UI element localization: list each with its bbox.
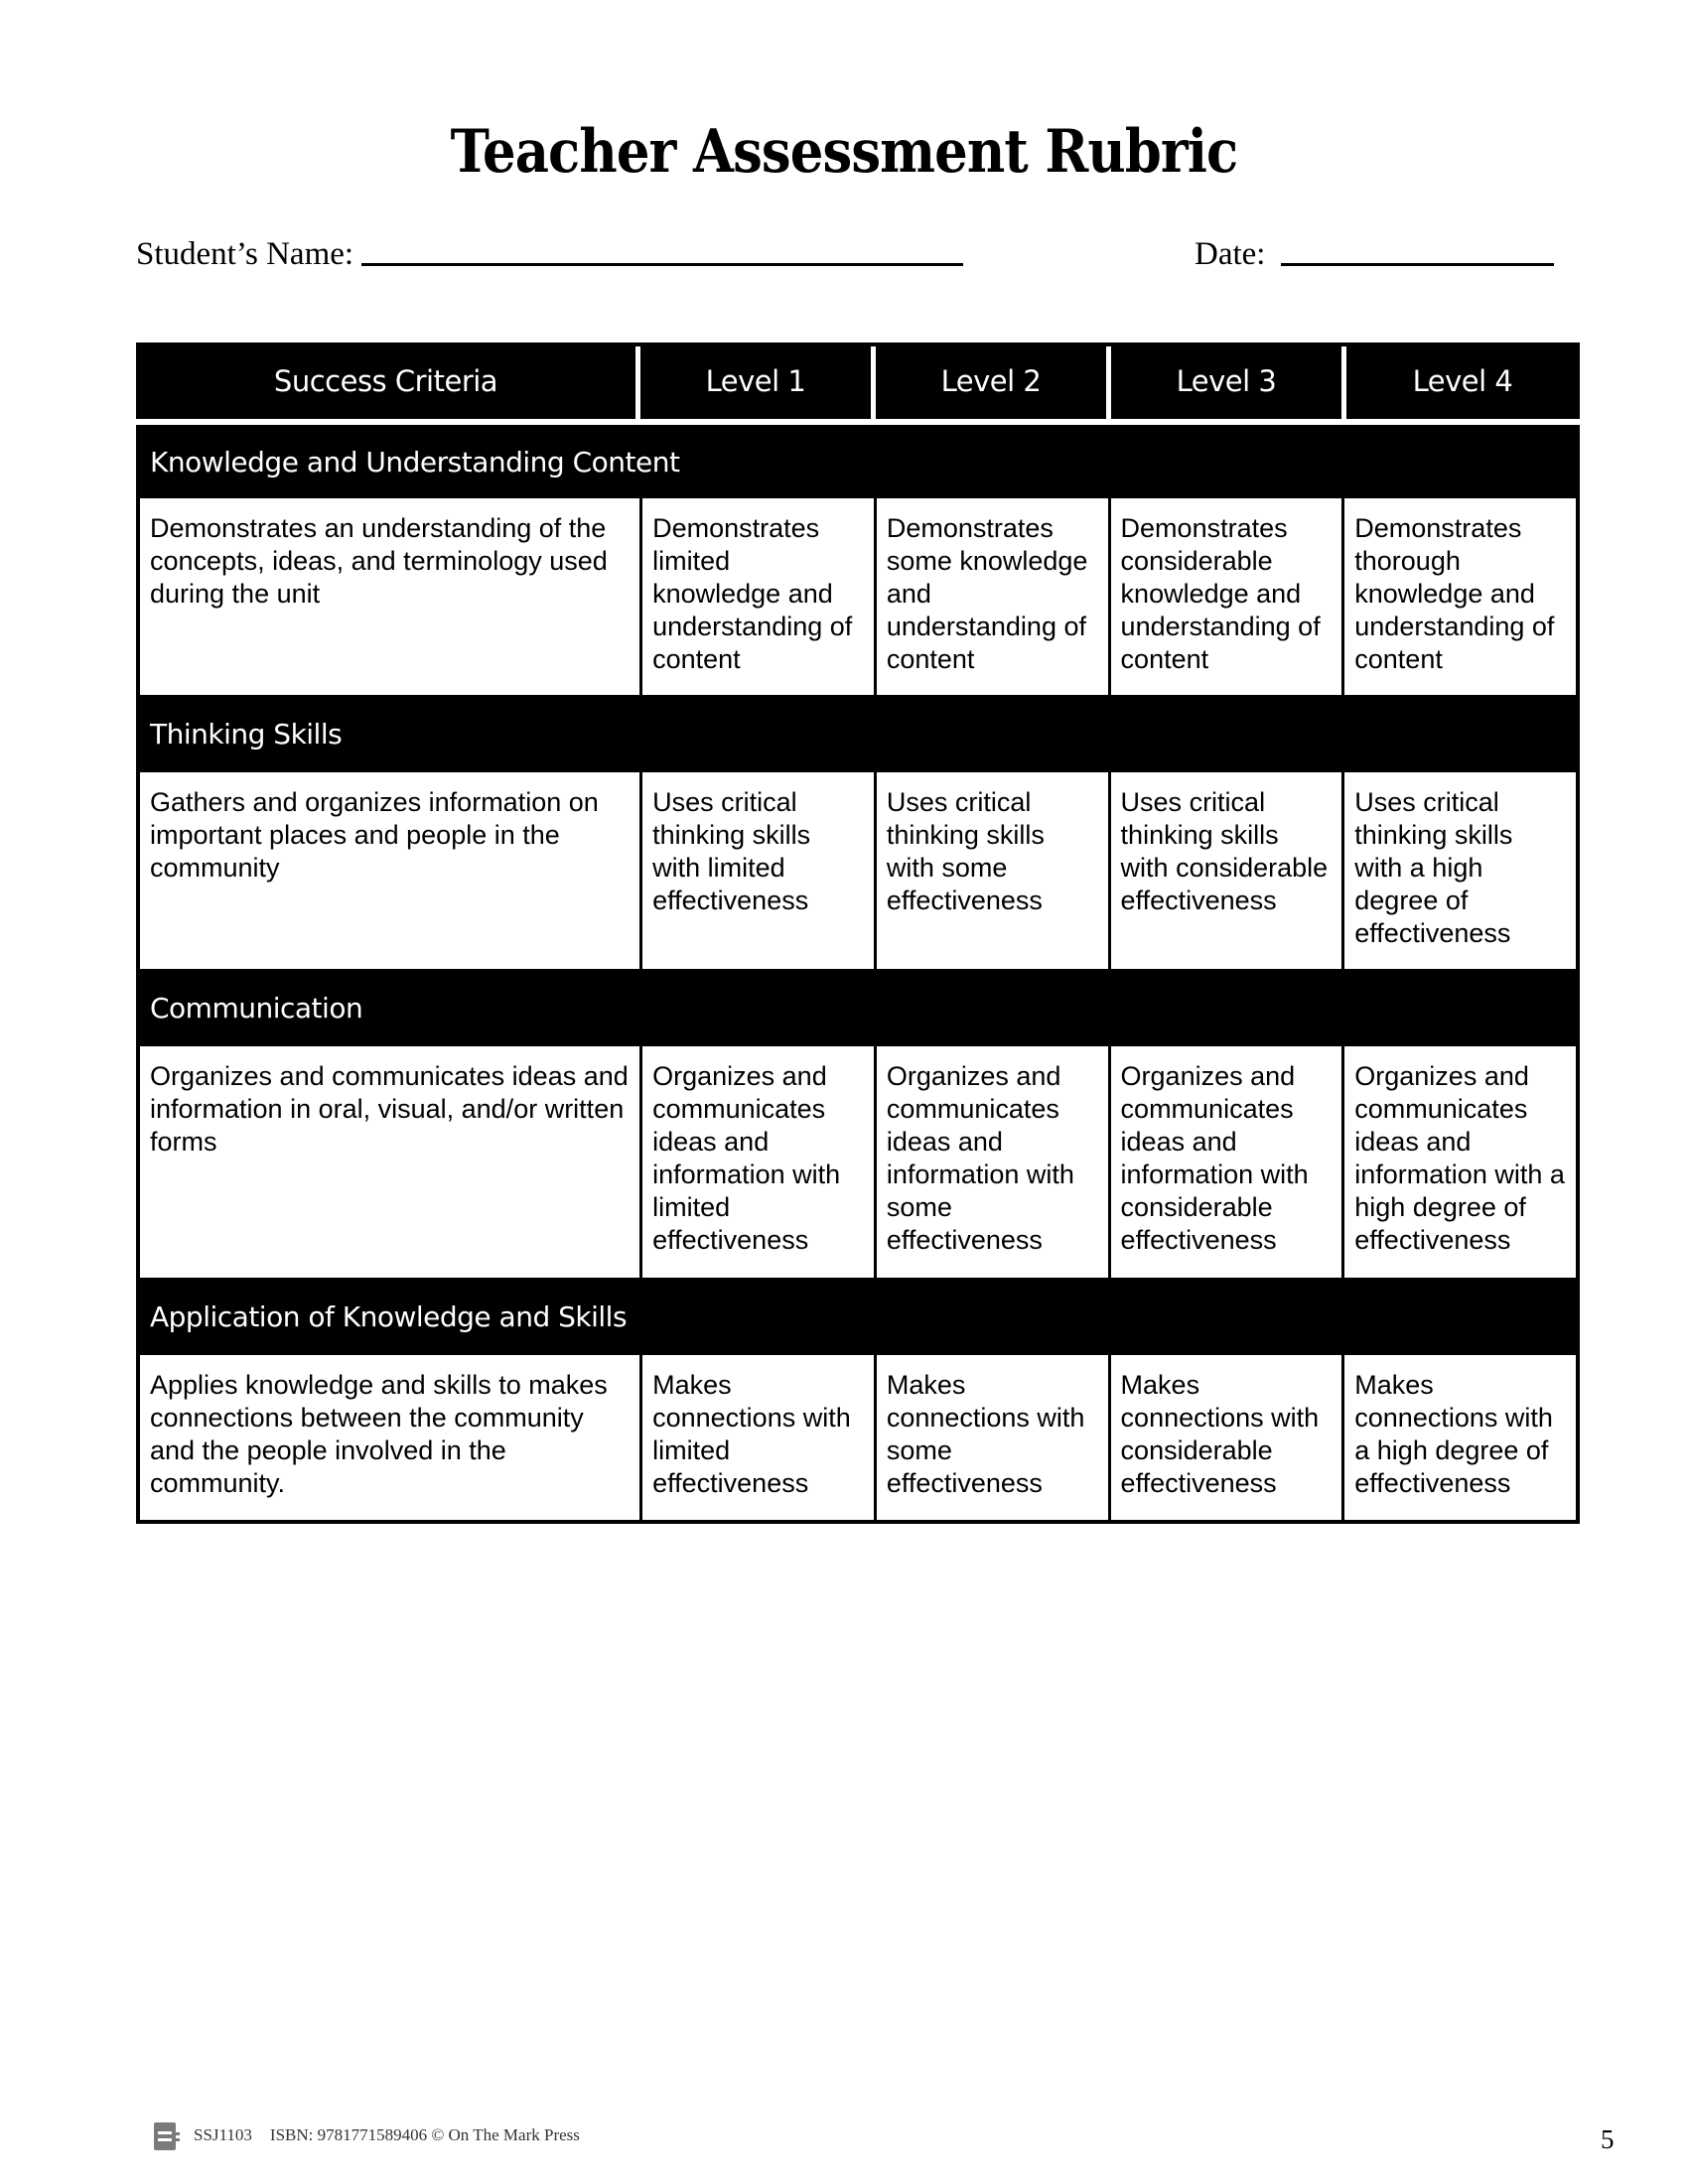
student-name-label: Student’s Name: xyxy=(136,236,354,272)
criteria-cell: Organizes and communicates ideas and information in oral, visual, and/or written forms xyxy=(150,1061,629,1157)
level-4-cell: Uses critical thinking skills with a high degree of effectiveness xyxy=(1341,772,1576,969)
isbn-copyright: ISBN: 9781771589406 © On The Mark Press xyxy=(269,2125,580,2144)
level-1-cell: Demonstrates limited knowledge and understanding of content xyxy=(639,498,874,695)
table-bottom-border xyxy=(136,1520,1580,1524)
level-2-cell: Demonstrates some knowledge and understanding of content xyxy=(874,498,1108,695)
level-1-cell: Uses critical thinking skills with limited effectiveness xyxy=(639,772,874,969)
rubric-table xyxy=(136,342,1580,1524)
table-row xyxy=(136,1355,1580,1520)
level-3-cell: Makes connections with considerable effectiveness xyxy=(1108,1355,1342,1520)
level-3-cell: Demonstrates considerable knowledge and understanding of content xyxy=(1108,498,1342,695)
table-row xyxy=(136,498,1580,695)
category-application: Application of Knowledge and Skills xyxy=(136,1278,1580,1355)
student-name-field[interactable] xyxy=(361,263,963,266)
level-2-cell: Organizes and communicates ideas and information with some effectiveness xyxy=(874,1046,1108,1278)
level-1-cell: Organizes and communicates ideas and information with limited effectiveness xyxy=(639,1046,874,1278)
page-number: 5 xyxy=(1601,2124,1615,2154)
level-4-cell: Makes connections with a high degree of effectiveness xyxy=(1341,1355,1576,1520)
category-knowledge: Knowledge and Understanding Content xyxy=(136,425,1580,498)
level-3-cell: Uses critical thinking skills with considerable effectiveness xyxy=(1108,772,1342,969)
level-4-cell: Demonstrates thorough knowledge and understanding of content xyxy=(1341,498,1576,695)
level-2-cell: Uses critical thinking skills with some effectiveness xyxy=(874,772,1108,969)
category-communication: Communication xyxy=(136,969,1580,1046)
level-3-cell: Organizes and communicates ideas and information with considerable effectiveness xyxy=(1108,1046,1342,1278)
page-footer xyxy=(154,2122,580,2148)
publisher-logo-icon xyxy=(154,2122,180,2148)
column-header-level-4: Level 4 xyxy=(1412,363,1513,398)
level-1-cell: Makes connections with limited effectiveness xyxy=(639,1355,874,1520)
table-row xyxy=(136,1046,1580,1278)
date-label: Date: xyxy=(1195,236,1266,272)
level-4-cell: Organizes and communicates ideas and information with a high degree of effectiveness xyxy=(1341,1046,1576,1278)
page-title: Teacher Assessment Rubric xyxy=(450,117,1238,187)
criteria-cell: Gathers and organizes information on important places and people in the community xyxy=(150,787,599,883)
criteria-cell: Applies knowledge and skills to makes connections between the community and the people involved in the community. xyxy=(150,1370,608,1498)
category-thinking-skills: Thinking Skills xyxy=(136,695,1580,772)
table-row xyxy=(136,772,1580,969)
criteria-cell: Demonstrates an understanding of the concepts, ideas, and terminology used during the unit xyxy=(150,513,608,609)
column-header-level-1: Level 1 xyxy=(705,363,806,398)
column-header-level-3: Level 3 xyxy=(1176,363,1277,398)
column-header-level-2: Level 2 xyxy=(940,363,1042,398)
product-code: SSJ1103 xyxy=(194,2125,252,2144)
level-2-cell: Makes connections with some effectiveness xyxy=(874,1355,1108,1520)
date-field[interactable] xyxy=(1281,263,1554,266)
rubric-header-row xyxy=(136,342,1580,419)
column-header-success-criteria: Success Criteria xyxy=(273,363,498,398)
